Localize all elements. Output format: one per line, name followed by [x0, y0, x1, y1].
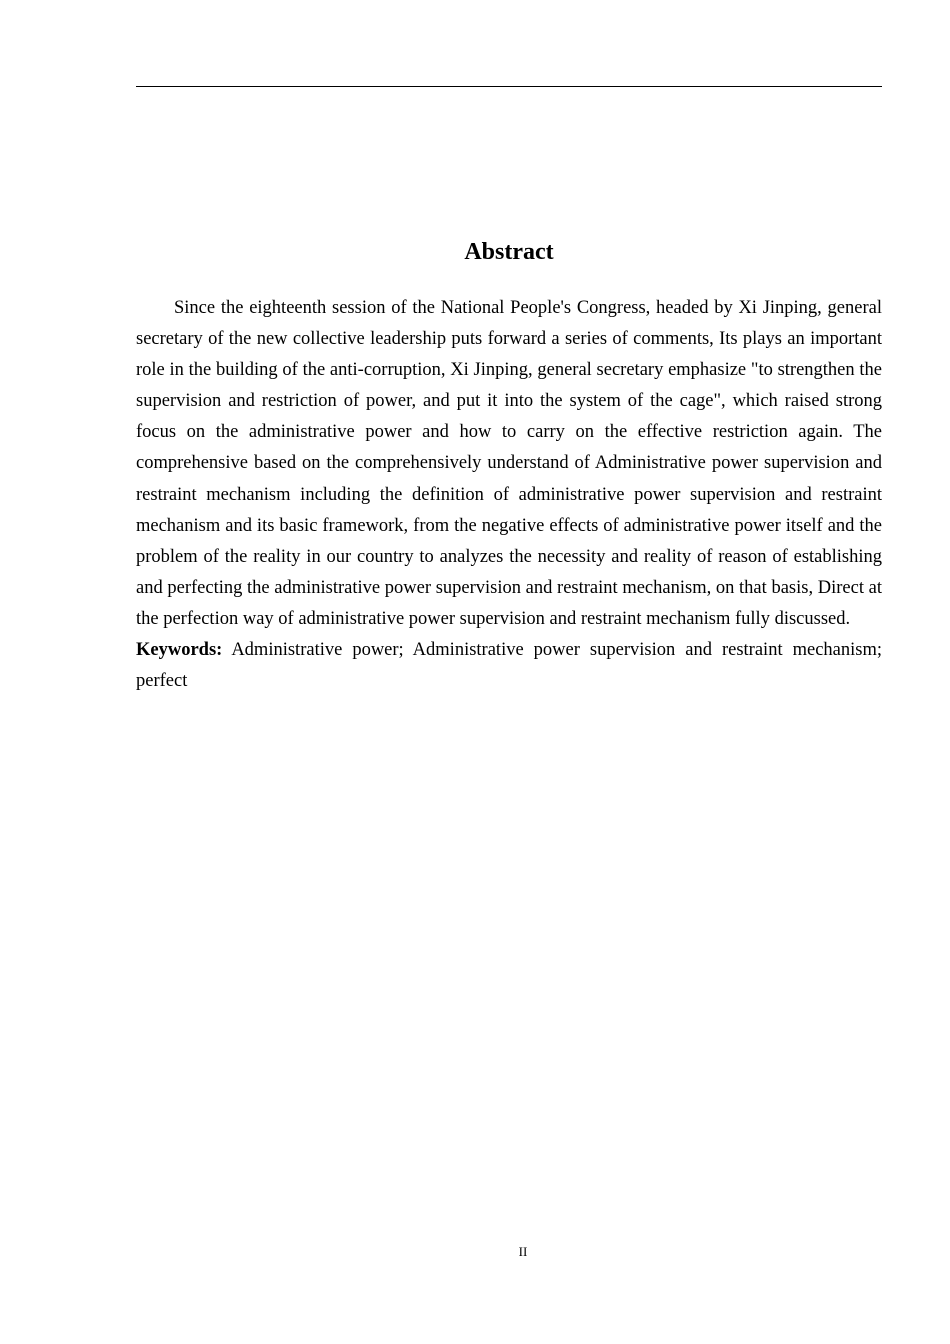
abstract-body	[136, 293, 882, 697]
keywords-label: Keywords:	[136, 640, 223, 661]
header-rule	[136, 86, 882, 87]
abstract-paragraph: Since the eighteenth session of the National People's Congress, headed by Xi Jinping, general secretary of the new collective leadership puts forward a series of comments, Its plays an important role in the building of the anti-corruption, Xi Jinping, general secretary emphasize "to strengthen the supervision and restriction of power, and put it into the system of the cage", which raised strong focus on the administrative power and how to carry on the effective restriction again. The comprehensive based on the comprehensively understand of Administrative power supervision and restraint mechanism including the definition of administrative power supervision and restraint mechanism and its basic framework, from the negative effects of administrative power itself and the problem of the reality in our country to analyzes the necessity and reality of reason of establishing and perfecting the administrative power supervision and restraint mechanism, on that basis, Direct at the perfection way of administrative power supervision and restraint mechanism fully discussed.	[136, 298, 882, 629]
keywords-line	[136, 635, 882, 697]
page-number: II	[518, 1244, 528, 1259]
keywords-text: Administrative power; Administrative power supervision and restraint mechanism; perfect	[136, 640, 882, 692]
page-title: Abstract	[464, 239, 554, 265]
